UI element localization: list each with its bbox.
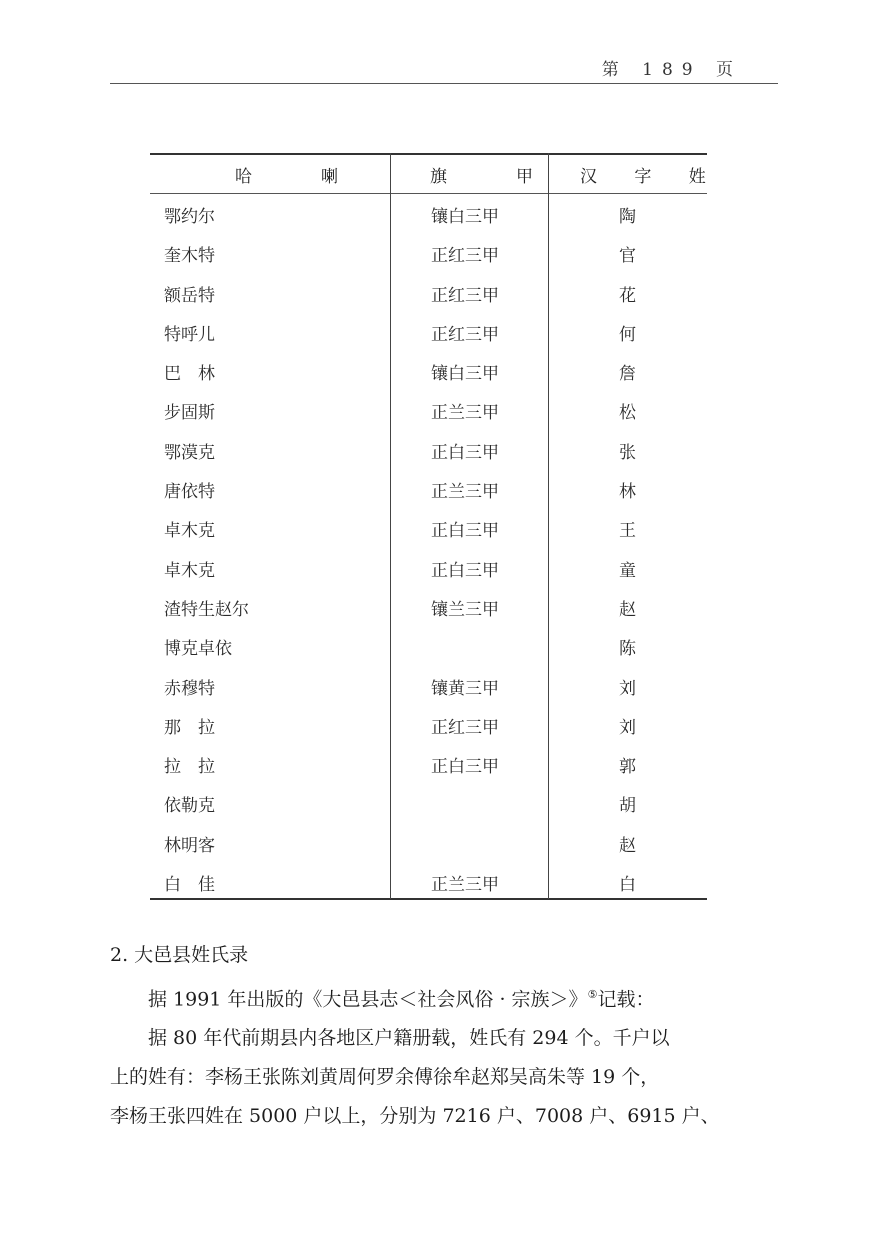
- table-row: [150, 237, 707, 276]
- header-chinese-surname: 汉 字 姓: [580, 167, 722, 187]
- hala-name-cell: 鄂漠克: [164, 442, 215, 463]
- banner-cell: 正红三甲: [431, 324, 499, 345]
- table-row: [150, 473, 707, 512]
- banner-cell: 正兰三甲: [431, 482, 499, 503]
- hala-name-cell: 那 拉: [164, 717, 215, 738]
- table-row: [150, 591, 707, 630]
- surname-table: [150, 153, 722, 900]
- hala-name-cell: 唐依特: [164, 482, 215, 503]
- table-row: [150, 709, 707, 748]
- table-row: [150, 827, 707, 866]
- section-heading: 2. 大邑县姓氏录: [110, 944, 249, 966]
- banner-cell: 镶白三甲: [431, 364, 499, 385]
- table-header-rule: [150, 193, 707, 194]
- surname-cell: 张: [619, 442, 636, 463]
- hala-name-cell: 博克卓依: [164, 639, 232, 660]
- hala-name-cell: 依勒克: [164, 796, 215, 817]
- banner-cell: 正兰三甲: [431, 403, 499, 424]
- surname-cell: 花: [619, 285, 636, 306]
- hala-name-cell: 额岳特: [164, 285, 215, 306]
- surname-cell: 林: [619, 482, 636, 503]
- paragraph-line: 据 80 年代前期县内各地区户籍册载，姓氏有 294 个。千户以: [148, 1027, 670, 1050]
- hala-name-cell: 赤穆特: [164, 678, 215, 699]
- hala-name-cell: 特呼儿: [164, 324, 215, 345]
- table-row: [150, 434, 707, 473]
- hala-name-cell: 卓木克: [164, 521, 215, 542]
- surname-cell: 陶: [619, 207, 636, 227]
- banner-cell: 镶黄三甲: [431, 678, 499, 699]
- hala-name-cell: 白 佳: [164, 875, 215, 896]
- surname-cell: 胡: [619, 796, 636, 817]
- table-row: [150, 630, 707, 669]
- header-hala: 哈 喇: [235, 167, 364, 187]
- table-row: [150, 670, 707, 709]
- table-row: [150, 316, 707, 355]
- surname-cell: 松: [619, 403, 636, 424]
- table-row: [150, 512, 707, 551]
- header-banner: 旗 甲: [430, 167, 559, 187]
- hala-name-cell: 巴 林: [164, 364, 215, 385]
- banner-cell: 镶兰三甲: [431, 599, 499, 620]
- banner-cell: 正白三甲: [431, 560, 499, 581]
- surname-cell: 童: [619, 560, 636, 581]
- table-row: [150, 787, 707, 826]
- surname-cell: 郭: [619, 757, 636, 778]
- surname-cell: 王: [619, 521, 636, 542]
- hala-name-cell: 林明客: [164, 835, 215, 856]
- hala-name-cell: 卓木克: [164, 560, 215, 581]
- table-row: [150, 866, 707, 905]
- footnote-marker: ⑤: [587, 988, 598, 1001]
- page-number: 第 189 页: [601, 60, 742, 80]
- paragraph-line: 上的姓有：李杨王张陈刘黄周何罗余傅徐牟赵郑吴高朱等 19 个，: [110, 1066, 660, 1089]
- table-row: [150, 748, 707, 787]
- table-row: [150, 552, 707, 591]
- banner-cell: 正白三甲: [431, 757, 499, 778]
- table-row: [150, 355, 707, 394]
- body-text: [110, 936, 780, 1136]
- surname-cell: 官: [619, 246, 636, 267]
- citation-end: 记载：: [597, 988, 655, 1011]
- table-row: [150, 277, 707, 316]
- hala-name-cell: 奎木特: [164, 246, 215, 267]
- table-body: [150, 198, 707, 905]
- paragraph-line: [110, 975, 780, 1019]
- surname-cell: 白: [619, 875, 636, 896]
- surname-cell: 赵: [619, 599, 636, 620]
- banner-cell: 正红三甲: [431, 285, 499, 306]
- banner-cell: 正红三甲: [431, 717, 499, 738]
- surname-cell: 何: [619, 324, 636, 345]
- citation-text: 据 1991 年出版的《大邑县志＜社会风俗 · 宗族＞》: [148, 988, 588, 1011]
- hala-name-cell: 拉 拉: [164, 757, 215, 778]
- surname-cell: 刘: [619, 678, 636, 699]
- table-row: [150, 198, 707, 237]
- table-top-rule: [150, 153, 707, 155]
- banner-cell: 正白三甲: [431, 442, 499, 463]
- banner-cell: 镶白三甲: [431, 207, 499, 227]
- surname-cell: 赵: [619, 835, 636, 856]
- page-header: [110, 50, 778, 84]
- banner-cell: 正白三甲: [431, 521, 499, 542]
- hala-name-cell: 鄂约尔: [164, 207, 215, 227]
- surname-cell: 陈: [619, 639, 636, 660]
- surname-cell: 刘: [619, 717, 636, 738]
- hala-name-cell: 渣特生赵尔: [164, 599, 249, 620]
- table-row: [150, 394, 707, 433]
- banner-cell: 正红三甲: [431, 246, 499, 267]
- paragraph-line: 李杨王张四姓在 5000 户以上，分别为 7216 户、7008 户、6915 户、: [110, 1105, 720, 1128]
- banner-cell: 正兰三甲: [431, 875, 499, 896]
- surname-cell: 詹: [619, 364, 636, 385]
- hala-name-cell: 步固斯: [164, 403, 215, 424]
